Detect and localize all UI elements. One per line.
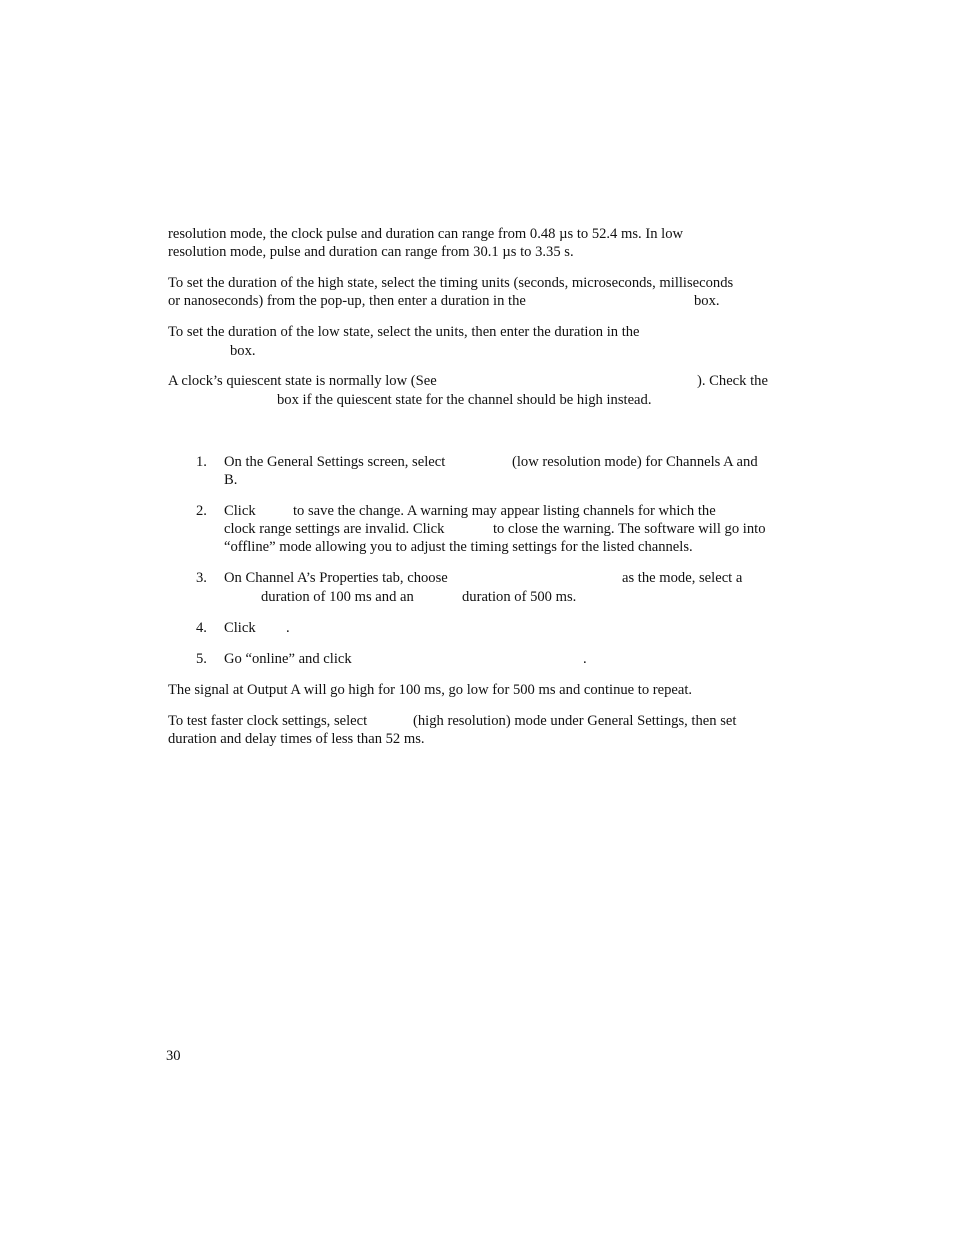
step-number-3: 3. xyxy=(196,570,207,586)
paragraph-quiescent-check-text: ). Check the xyxy=(697,373,768,389)
step-3-text-b: as the mode, select a xyxy=(622,570,743,586)
paragraph-faster-clock-line-1a: To test faster clock settings, select xyxy=(168,713,368,729)
paragraph-faster-clock-line-1b: (high resolution) mode under General Settings, then set xyxy=(413,713,737,729)
paragraph-high-state-line-1: To set the duration of the high state, select the timing units (seconds, microseconds, milliseconds xyxy=(168,275,734,291)
step-1-text-c: B. xyxy=(224,472,238,488)
page-number: 30 xyxy=(166,1048,181,1064)
step-4-text-b: . xyxy=(286,620,290,636)
paragraph-resolution-line-1: resolution mode, the clock pulse and duration can range from 0.48 µs to 52.4 ms. In low xyxy=(168,226,684,242)
step-3-text-d: duration of 500 ms. xyxy=(462,589,577,605)
paragraph-resolution-line-2: resolution mode, pulse and duration can range from 30.1 µs to 3.35 s. xyxy=(168,244,574,260)
step-1-text-a: On the General Settings screen, select xyxy=(224,454,446,470)
paragraph-quiescent-line-1: A clock’s quiescent state is normally low (See xyxy=(168,373,437,389)
step-2-text-b: to save the change. A warning may appear listing channels for which the xyxy=(293,503,716,519)
step-2-text-d: to close the warning. The software will go into xyxy=(493,521,766,537)
step-2-text-a: Click xyxy=(224,503,256,519)
step-5-text-a: Go “online” and click xyxy=(224,651,352,667)
step-5-text-b: . xyxy=(583,651,587,667)
step-4-text-a: Click xyxy=(224,620,256,636)
paragraph-faster-clock-line-2: duration and delay times of less than 52 ms. xyxy=(168,731,425,747)
step-2-text-e: “offline” mode allowing you to adjust the timing settings for the listed channels. xyxy=(224,539,693,555)
step-number-2: 2. xyxy=(196,503,207,519)
paragraph-output-signal: The signal at Output A will go high for 100 ms, go low for 500 ms and continue to repeat. xyxy=(168,682,693,698)
paragraph-high-state-box-text: box. xyxy=(694,293,720,309)
step-3-text-a: On Channel A’s Properties tab, choose xyxy=(224,570,448,586)
paragraph-low-state-box-text: box. xyxy=(230,343,256,359)
paragraph-high-state-line-2: or nanoseconds) from the pop-up, then enter a duration in the xyxy=(168,293,526,309)
step-number-1: 1. xyxy=(196,454,207,470)
paragraph-low-state-line-1: To set the duration of the low state, select the units, then enter the duration in the xyxy=(168,324,640,340)
step-number-4: 4. xyxy=(196,620,207,636)
step-1-text-b: (low resolution mode) for Channels A and xyxy=(512,454,758,470)
step-2-text-c: clock range settings are invalid. Click xyxy=(224,521,445,537)
step-3-text-c: duration of 100 ms and an xyxy=(261,589,414,605)
paragraph-quiescent-line-2: box if the quiescent state for the channel should be high instead. xyxy=(277,392,652,408)
step-number-5: 5. xyxy=(196,651,207,667)
